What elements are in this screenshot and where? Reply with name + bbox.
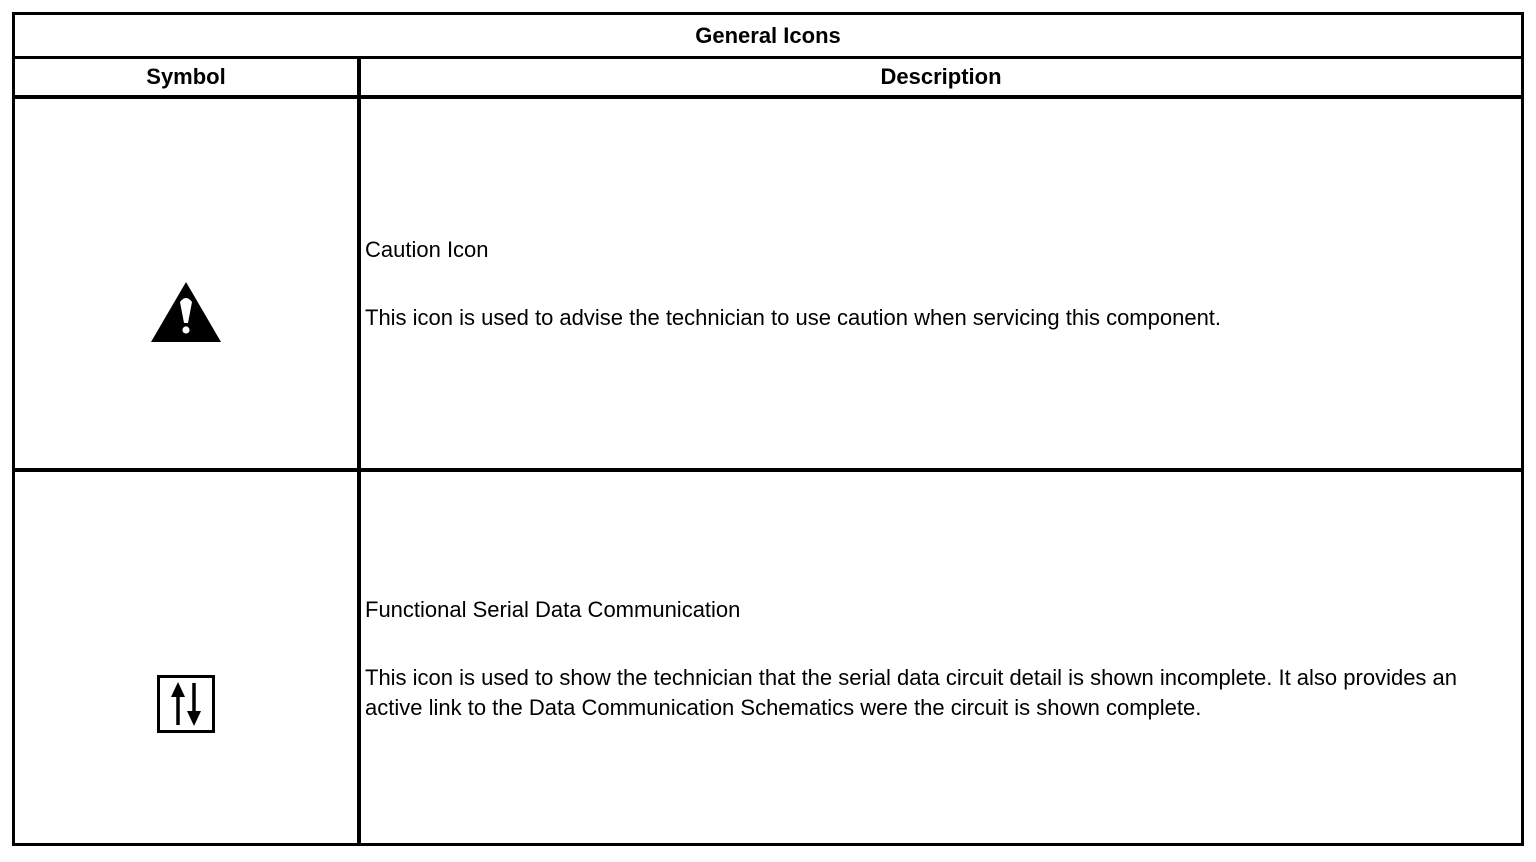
table-title: General Icons (15, 15, 1521, 59)
symbol-cell (15, 475, 357, 843)
description-cell (365, 475, 1513, 843)
caution-icon (150, 281, 222, 343)
table-header-row (15, 59, 1521, 99)
table-row (15, 475, 1521, 843)
general-icons-table (12, 12, 1524, 846)
symbol-cell (15, 99, 357, 468)
icon-description: This icon is used to show the technician that the serial data circuit detail is shown incomplete. It also provides an active link to the Data Communication Schematics were the circuit is shown complete. (365, 665, 1458, 720)
description-column-header: Description (880, 64, 1002, 89)
icon-name: Caution Icon (365, 236, 489, 262)
serial-data-arrows-icon (157, 675, 215, 733)
icon-description: This icon is used to advise the technician to use caution when servicing this component. (365, 304, 1222, 330)
symbol-column-header: Symbol (146, 64, 226, 89)
icon-name: Functional Serial Data Communication (365, 597, 741, 622)
description-cell (365, 99, 1513, 468)
table-row (15, 99, 1521, 472)
